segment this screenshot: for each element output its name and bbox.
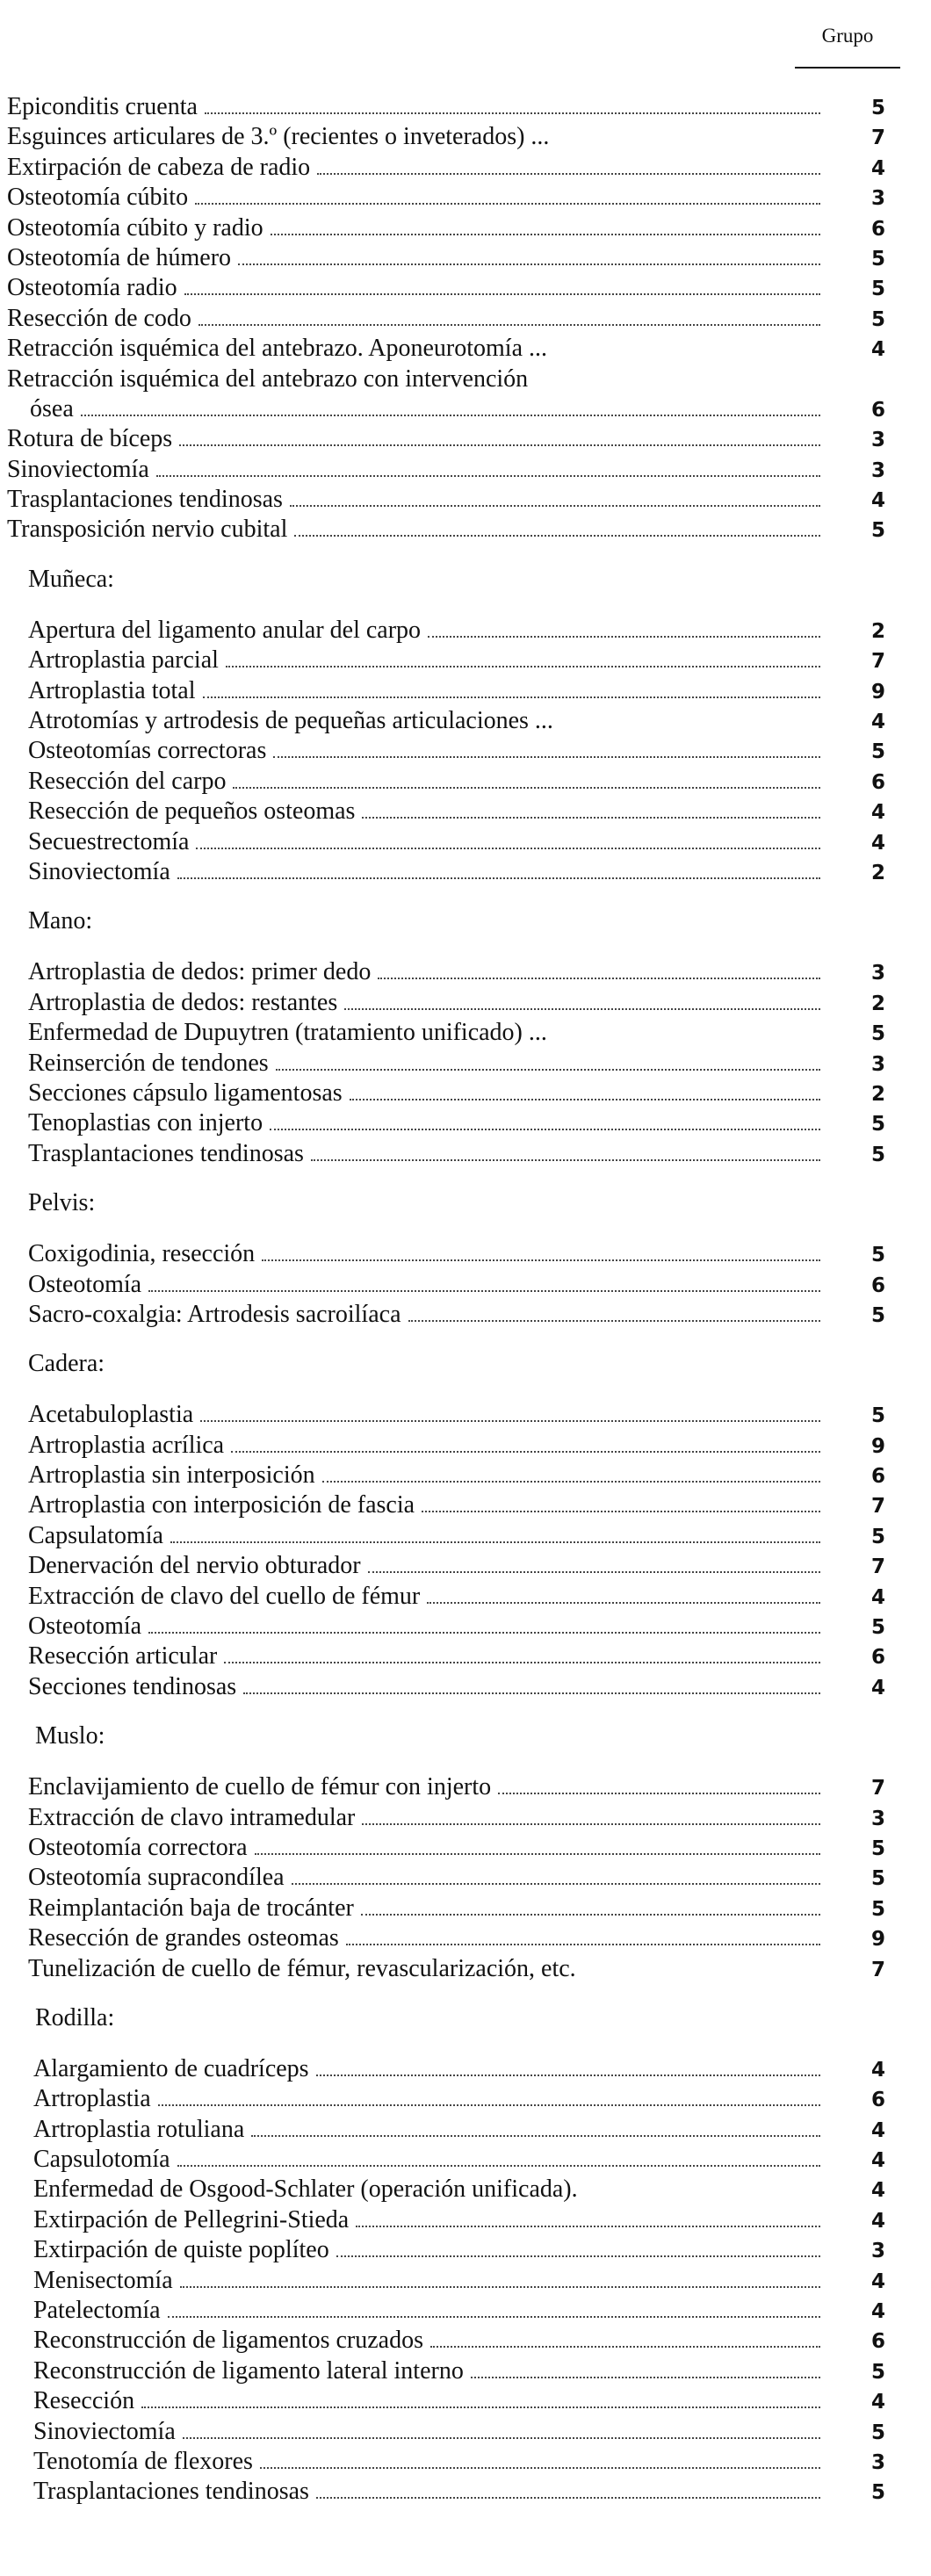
dot-leader bbox=[81, 415, 820, 416]
group-value: 6 bbox=[870, 1274, 885, 1297]
dot-leader bbox=[276, 1069, 820, 1071]
item-label: Sinoviectomía bbox=[28, 857, 170, 885]
dot-leader bbox=[180, 2286, 820, 2288]
list-item bbox=[0, 706, 931, 736]
item-label: Resección bbox=[33, 2387, 135, 2415]
dot-leader bbox=[231, 1451, 820, 1453]
group-value: 3 bbox=[870, 962, 885, 985]
item-label: Atrotomías y artrodesis de pequeñas articulaciones ... bbox=[28, 707, 553, 735]
section-heading: Rodilla: bbox=[35, 2003, 115, 2031]
list-item bbox=[0, 1049, 931, 1079]
group-value: 5 bbox=[870, 307, 885, 331]
dot-leader bbox=[356, 2226, 820, 2227]
group-value: 5 bbox=[870, 1616, 885, 1640]
dot-leader bbox=[226, 666, 820, 667]
dot-leader bbox=[158, 2104, 820, 2106]
group-value: 5 bbox=[870, 2481, 885, 2505]
group-value: 7 bbox=[870, 650, 885, 674]
list-item bbox=[0, 243, 931, 273]
dot-leader bbox=[177, 877, 820, 879]
group-value: 7 bbox=[870, 1958, 885, 1981]
item-label: Resección articular bbox=[28, 1642, 218, 1670]
list-item bbox=[0, 2417, 931, 2447]
dot-leader bbox=[195, 203, 820, 205]
group-value: 6 bbox=[870, 2330, 885, 2354]
item-label: Enclavijamiento de cuello de fémur con injerto bbox=[28, 1773, 492, 1801]
list-item bbox=[0, 424, 931, 454]
group-value: 9 bbox=[870, 1434, 885, 1458]
column-header-grupo: Grupo bbox=[821, 25, 874, 47]
group-value: 3 bbox=[870, 458, 885, 482]
list-item bbox=[0, 122, 931, 152]
group-value: 9 bbox=[870, 1928, 885, 1952]
list-item bbox=[0, 957, 931, 987]
dot-leader bbox=[368, 1571, 820, 1573]
dot-leader bbox=[362, 1823, 820, 1825]
section-heading: Pelvis: bbox=[28, 1189, 96, 1217]
dot-leader bbox=[203, 696, 820, 698]
item-label: Tenoplastias con injerto bbox=[28, 1109, 263, 1137]
group-value: 5 bbox=[870, 1836, 885, 1860]
group-value: 2 bbox=[870, 861, 885, 884]
group-value: 5 bbox=[870, 1244, 885, 1267]
group-value: 6 bbox=[870, 217, 885, 241]
dot-leader bbox=[262, 1259, 820, 1261]
section-5 bbox=[0, 1349, 931, 1702]
dot-leader bbox=[271, 234, 820, 235]
list-item bbox=[0, 1833, 931, 1863]
item-label: Trasplantaciones tendinosas bbox=[33, 2478, 309, 2506]
group-value: 7 bbox=[870, 126, 885, 150]
list-item bbox=[0, 1108, 931, 1138]
section-heading: Muñeca: bbox=[28, 565, 114, 593]
dot-leader bbox=[408, 1320, 821, 1322]
list-item bbox=[0, 616, 931, 646]
list-item bbox=[0, 273, 931, 303]
section-4 bbox=[0, 1188, 931, 1330]
list-item bbox=[0, 1079, 931, 1108]
group-value: 5 bbox=[870, 247, 885, 271]
list-item bbox=[0, 153, 931, 183]
group-value: 5 bbox=[870, 2360, 885, 2384]
dot-leader bbox=[168, 2316, 820, 2318]
list-item bbox=[0, 1612, 931, 1642]
list-item bbox=[0, 676, 931, 706]
dot-leader bbox=[148, 1632, 820, 1634]
dot-leader bbox=[316, 2497, 820, 2499]
item-label-continuation: ósea bbox=[30, 394, 74, 422]
dot-leader bbox=[141, 2406, 820, 2408]
list-item bbox=[0, 1018, 931, 1048]
list-item bbox=[0, 1863, 931, 1893]
dot-leader bbox=[183, 2437, 820, 2439]
dot-leader bbox=[471, 2377, 820, 2378]
item-label: Osteotomías correctoras bbox=[28, 737, 267, 765]
item-label: Sinoviectomía bbox=[7, 455, 149, 483]
dot-leader bbox=[184, 293, 820, 295]
item-label: Sacro-coxalgia: Artrodesis sacroilíaca bbox=[28, 1300, 401, 1328]
item-label: Artroplastia rotuliana bbox=[33, 2115, 245, 2143]
item-label: Transposición nervio cubital bbox=[7, 516, 288, 544]
item-label: Epiconditis cruenta bbox=[7, 93, 198, 120]
dot-leader bbox=[346, 1944, 820, 1945]
item-label: Secuestrectomía bbox=[28, 827, 190, 855]
dot-leader bbox=[336, 2255, 820, 2257]
section-heading: Muslo: bbox=[35, 1722, 105, 1750]
item-label: Retracción isquémica del antebrazo. Aponeurotomía ... bbox=[7, 335, 548, 363]
list-item bbox=[0, 767, 931, 797]
list-item bbox=[0, 2296, 931, 2326]
item-label: Apertura del ligamento anular del carpo bbox=[28, 616, 422, 644]
group-value: 4 bbox=[870, 489, 885, 513]
item-label: Extracción de clavo del cuello de fémur bbox=[28, 1582, 421, 1610]
item-label: Trasplantaciones tendinosas bbox=[28, 1139, 304, 1167]
group-value: 6 bbox=[870, 2089, 885, 2112]
list-item bbox=[0, 2447, 931, 2477]
group-value: 6 bbox=[870, 1646, 885, 1670]
item-label: Extirpación de quiste poplíteo bbox=[33, 2236, 329, 2264]
dot-leader bbox=[238, 263, 820, 265]
item-label: Artroplastia total bbox=[28, 676, 196, 704]
group-value: 4 bbox=[870, 711, 885, 734]
group-value: 5 bbox=[870, 278, 885, 301]
item-label: Acetabuloplastia bbox=[28, 1401, 194, 1429]
item-label: Artroplastia parcial bbox=[28, 646, 219, 675]
group-value: 4 bbox=[870, 2179, 885, 2203]
item-label: Osteotomía supracondílea bbox=[28, 1864, 285, 1892]
dot-leader bbox=[177, 2165, 820, 2167]
list-item bbox=[0, 1521, 931, 1551]
list-item bbox=[0, 1772, 931, 1802]
procedure-list bbox=[0, 92, 931, 2507]
dot-leader bbox=[378, 978, 820, 979]
section-7 bbox=[0, 2003, 931, 2507]
dot-leader bbox=[316, 2075, 820, 2076]
group-value: 5 bbox=[870, 1867, 885, 1891]
group-value: 3 bbox=[870, 2240, 885, 2263]
group-value: 2 bbox=[870, 992, 885, 1015]
section-6 bbox=[0, 1721, 931, 1984]
group-value: 3 bbox=[870, 187, 885, 211]
group-value: 5 bbox=[870, 1525, 885, 1548]
list-item bbox=[0, 2326, 931, 2356]
item-label: Osteotomía cúbito y radio bbox=[7, 213, 263, 242]
list-item bbox=[0, 1803, 931, 1833]
section-heading: Cadera: bbox=[28, 1350, 105, 1378]
list-item bbox=[0, 364, 931, 425]
group-value: 4 bbox=[870, 2269, 885, 2293]
list-item bbox=[0, 1139, 931, 1169]
list-item bbox=[0, 1490, 931, 1520]
item-label: Coxigodinia, resección bbox=[28, 1240, 256, 1268]
item-label: Esguinces articulares de 3.º (recientes o inveterados) ... bbox=[7, 123, 550, 151]
group-value: 5 bbox=[870, 1022, 885, 1046]
list-item bbox=[0, 304, 931, 334]
item-label: Retracción isquémica del antebrazo con intervención bbox=[7, 364, 529, 393]
list-item bbox=[0, 1954, 931, 1984]
item-label: Osteotomía bbox=[28, 1270, 142, 1298]
item-label: Artroplastia sin interposición bbox=[28, 1461, 315, 1490]
list-item bbox=[0, 455, 931, 485]
group-value: 4 bbox=[870, 2058, 885, 2082]
dot-leader bbox=[156, 475, 820, 477]
list-item bbox=[0, 2235, 931, 2265]
item-label: Reconstrucción de ligamentos cruzados bbox=[33, 2327, 423, 2355]
item-label: Extirpación de Pellegrini-Stieda bbox=[33, 2205, 350, 2233]
list-item bbox=[0, 646, 931, 675]
column-header-rule bbox=[795, 67, 900, 69]
group-value: 4 bbox=[870, 2209, 885, 2233]
item-label: Osteotomía cúbito bbox=[7, 184, 189, 212]
list-item bbox=[0, 183, 931, 213]
list-item bbox=[0, 1400, 931, 1430]
section-heading: Mano: bbox=[28, 907, 93, 935]
list-item bbox=[0, 1461, 931, 1490]
dot-leader bbox=[233, 787, 820, 789]
dot-leader bbox=[322, 1481, 820, 1483]
item-label: Resección de codo bbox=[7, 304, 191, 332]
list-item bbox=[0, 1923, 931, 1953]
group-value: 5 bbox=[870, 1143, 885, 1166]
dot-leader bbox=[311, 1159, 820, 1161]
item-label: Enfermedad de Dupuytren (tratamiento unificado) ... bbox=[28, 1019, 547, 1047]
item-label: Artroplastia de dedos: restantes bbox=[28, 988, 338, 1016]
item-label: Tenotomía de flexores bbox=[33, 2448, 253, 2475]
dot-leader bbox=[317, 173, 820, 175]
item-label: Osteotomía bbox=[28, 1613, 142, 1641]
dot-leader bbox=[170, 1541, 820, 1543]
item-label: Osteotomía radio bbox=[7, 274, 177, 302]
dot-leader bbox=[198, 324, 820, 326]
group-value: 5 bbox=[870, 740, 885, 764]
item-label: Artroplastia de dedos: primer dedo bbox=[28, 958, 372, 986]
group-value: 3 bbox=[870, 2451, 885, 2474]
list-item bbox=[0, 988, 931, 1018]
group-value: 4 bbox=[870, 2149, 885, 2173]
group-value: 4 bbox=[870, 156, 885, 180]
section-1 bbox=[0, 92, 931, 545]
group-value: 3 bbox=[870, 1807, 885, 1830]
item-label: Extracción de clavo intramedular bbox=[28, 1803, 356, 1831]
item-label: Rotura de bíceps bbox=[7, 425, 173, 453]
item-label: Osteotomía de húmero bbox=[7, 243, 232, 271]
item-label: Artroplastia acrílica bbox=[28, 1431, 225, 1459]
list-item bbox=[0, 2115, 931, 2145]
list-item bbox=[0, 2356, 931, 2386]
item-label: Artroplastia con interposición de fascia bbox=[28, 1491, 415, 1519]
dot-leader bbox=[428, 636, 820, 638]
list-item bbox=[0, 1672, 931, 1702]
group-value: 4 bbox=[870, 801, 885, 825]
dot-leader bbox=[255, 1853, 820, 1855]
group-value: 2 bbox=[870, 619, 885, 643]
group-value: 4 bbox=[870, 1676, 885, 1699]
group-value: 4 bbox=[870, 831, 885, 855]
dot-leader bbox=[200, 1420, 820, 1422]
group-value: 2 bbox=[870, 1082, 885, 1106]
list-item bbox=[0, 515, 931, 545]
dot-leader bbox=[430, 2346, 820, 2348]
list-item bbox=[0, 1300, 931, 1330]
dot-leader bbox=[273, 756, 820, 758]
list-item bbox=[0, 92, 931, 122]
dot-leader bbox=[427, 1602, 820, 1604]
group-value: 5 bbox=[870, 1303, 885, 1327]
group-value: 4 bbox=[870, 2391, 885, 2414]
group-value: 5 bbox=[870, 2421, 885, 2444]
item-label: Osteotomía correctora bbox=[28, 1833, 248, 1861]
section-2 bbox=[0, 565, 931, 888]
group-value: 3 bbox=[870, 429, 885, 452]
group-value: 5 bbox=[870, 1113, 885, 1136]
dot-leader bbox=[260, 2467, 820, 2469]
list-item bbox=[0, 736, 931, 766]
item-label: Artroplastia bbox=[33, 2085, 151, 2113]
group-value: 5 bbox=[870, 97, 885, 119]
group-value: 4 bbox=[870, 1585, 885, 1609]
group-value: 6 bbox=[870, 1465, 885, 1489]
item-label: Patelectomía bbox=[33, 2297, 161, 2325]
dot-leader bbox=[362, 817, 820, 819]
list-item bbox=[0, 2386, 931, 2416]
item-label: Reinserción de tendones bbox=[28, 1049, 269, 1077]
group-value: 5 bbox=[870, 1897, 885, 1921]
list-item bbox=[0, 2084, 931, 2114]
list-item bbox=[0, 1431, 931, 1461]
list-item bbox=[0, 334, 931, 364]
list-item bbox=[0, 797, 931, 826]
item-label: Extirpación de cabeza de radio bbox=[7, 153, 311, 181]
dot-leader bbox=[270, 1129, 820, 1130]
dot-leader bbox=[205, 112, 820, 114]
list-item bbox=[0, 1894, 931, 1923]
list-item bbox=[0, 1551, 931, 1581]
item-label: Enfermedad de Osgood-Schlater (operación unificada). bbox=[33, 2176, 578, 2204]
list-item bbox=[0, 2477, 931, 2507]
dot-leader bbox=[294, 535, 820, 537]
item-label: Resección de grandes osteomas bbox=[28, 1924, 339, 1952]
list-item bbox=[0, 827, 931, 857]
item-label: Reimplantación baja de trocánter bbox=[28, 1894, 354, 1922]
group-value: 6 bbox=[870, 770, 885, 794]
item-label: Capsulotomía bbox=[33, 2146, 170, 2174]
group-value: 7 bbox=[870, 1777, 885, 1800]
group-value: 4 bbox=[870, 2118, 885, 2142]
group-value: 6 bbox=[870, 398, 885, 422]
dot-leader bbox=[148, 1290, 820, 1292]
item-label: Menisectomía bbox=[33, 2266, 173, 2294]
item-label: Trasplantaciones tendinosas bbox=[7, 486, 283, 514]
group-value: 9 bbox=[870, 680, 885, 704]
list-item bbox=[0, 1582, 931, 1612]
item-label: Secciones cápsulo ligamentosas bbox=[28, 1079, 343, 1107]
dot-leader bbox=[344, 1008, 820, 1010]
dot-leader bbox=[224, 1662, 820, 1663]
dot-leader bbox=[243, 1692, 820, 1694]
dot-leader bbox=[292, 1883, 820, 1885]
dot-leader bbox=[422, 1511, 820, 1512]
group-value: 7 bbox=[870, 1555, 885, 1579]
list-item bbox=[0, 1270, 931, 1300]
item-label: Secciones tendinosas bbox=[28, 1672, 237, 1700]
item-label: Resección de pequeños osteomas bbox=[28, 797, 356, 826]
dot-leader bbox=[361, 1914, 820, 1916]
list-item bbox=[0, 2205, 931, 2235]
item-label: Alargamiento de cuadríceps bbox=[33, 2054, 309, 2082]
list-item bbox=[0, 2175, 931, 2204]
list-item bbox=[0, 1239, 931, 1269]
group-value: 5 bbox=[870, 519, 885, 543]
group-value: 7 bbox=[870, 1495, 885, 1519]
item-label: Sinoviectomía bbox=[33, 2417, 176, 2445]
list-item bbox=[0, 2266, 931, 2296]
list-item bbox=[0, 2054, 931, 2084]
section-3 bbox=[0, 906, 931, 1169]
list-item bbox=[0, 213, 931, 243]
list-item bbox=[0, 1642, 931, 1671]
dot-leader bbox=[290, 505, 820, 507]
item-label: Resección del carpo bbox=[28, 767, 227, 795]
dot-leader bbox=[251, 2135, 820, 2137]
item-label: Denervación del nervio obturador bbox=[28, 1552, 361, 1580]
item-label: Capsulatomía bbox=[28, 1521, 163, 1549]
dot-leader bbox=[179, 444, 820, 446]
list-item bbox=[0, 485, 931, 515]
group-value: 4 bbox=[870, 338, 885, 362]
group-value: 4 bbox=[870, 2300, 885, 2324]
group-value: 5 bbox=[870, 1404, 885, 1428]
group-value: 3 bbox=[870, 1052, 885, 1076]
dot-leader bbox=[196, 848, 820, 849]
list-item bbox=[0, 857, 931, 887]
item-label: Reconstrucción de ligamento lateral interno bbox=[33, 2356, 464, 2385]
dot-leader bbox=[498, 1793, 820, 1794]
item-label: Tunelización de cuello de fémur, revascularización, etc. bbox=[28, 1954, 576, 1982]
dot-leader bbox=[350, 1099, 820, 1100]
list-item bbox=[0, 2145, 931, 2175]
